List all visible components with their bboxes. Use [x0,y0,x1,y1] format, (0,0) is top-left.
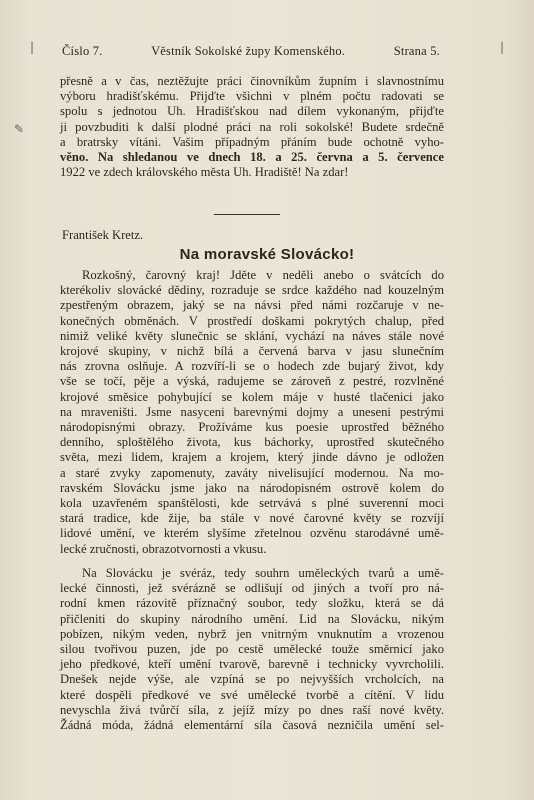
text-line: ji povzbuditi k další plodné práci na roli sokolské! Budete srdečně [60,119,444,134]
text-line: vše se točí, pěje a výská, radujeme se zároveň z pestré, rozvlněné [60,374,444,389]
text-line: ravském Slovácku jsme jako na národopisném ostrově kolem do [60,480,444,495]
text-line: 1922 ve zdech královského města Uh. Hradiště! Na zdar! [60,165,349,180]
text-line: zpestřeným obrazem, jaký se na návsi před námi rozčaruje v ne- [60,298,444,313]
text-line: spolu s jednotou Uh. Hradišťskou nad dílem vykonaným, přijďte [60,104,444,119]
text-line: nevyschla živá tvůrčí síla, z jejíž mízy po dnes raší nové květy. [60,702,444,717]
text-line: kola uzavřeném spanštělosti, kde setrvává s plné suverenní moci [60,496,444,511]
text-line: národopisnými obrazy. Prožíváme kus poesie uprostřed běžného [60,420,444,435]
text-line: a staré zvyky zapomenuty, zaváty nivelisující modernou. Na mo- [60,465,444,480]
text-line: přičleniti do skupiny národního umění. Lid na Slovácku, nikým [60,611,444,626]
page-number: Strana 5. [393,44,440,58]
text-line: nás zrovna oslňuje. A rozvíří-li se o hodech zde bujarý život, kdy [60,359,444,374]
text-line: Žádná móda, žádná elementární síla časová nezničila umění sel- [60,718,444,733]
text-line: Na Slovácku je svéráz, tedy souhrn uměleckých tvarů a umě- [82,566,444,580]
text-line: rodní kmen rázovitě příznačný soubor, tedy složku, která se dá [60,596,444,611]
text-line: lidové umění, ve kterém slyšíme zřetelnou ozvěnu starodávné umě- [60,526,444,541]
text-line: světa, mezi lidem, krajem a krojem, který jinde dávno je odložen [60,450,444,465]
issue-number: Číslo 7. [62,44,103,58]
text-line: Rozkošný, čarovný kraj! Jděte v neděli anebo o svátcích do [82,268,444,282]
article-title: Na moravské Slovácko! [179,246,355,263]
text-line: na mraveništi. Jsme nasyceni barevnými dojmy a uneseni pestrými [60,404,444,419]
page-header [62,44,440,59]
text-line: a bratrsky vítáni. Vašim případným přáním bude ochotně vyho- [60,134,444,149]
text-line: silou tvořivou puzen, jde po cestě umělecké touže směrnicí jako [60,642,444,657]
text-line: konečných obměnách. V prostředí doškami pokrytých chalup, před [60,313,444,328]
text-line: stará tradice, kde žije, ba stále v nové čarovné květy se rozvíjí [60,511,444,526]
text-line: jeho předkové, kteří umění tvarově, barevně i technicky vyvrcholili. [60,657,444,672]
text-line: kterékoliv slovácké dědiny, rozraduje se srdce každého nad kouzelným [60,283,444,298]
margin-mark: ✎ [14,122,25,136]
margin-mark: | [30,40,35,54]
text-line: pobízen, nikým veden, nybrž jen vnitrným vnuknutím a vrozenou [60,626,444,641]
text-line: lecké činnosti, jež svérázně se odlišují od jiných a tvoří pro ná- [60,581,444,596]
text-line: věno. Na shledanou ve dnech 18. a 25. června a 5. července [60,150,444,165]
text-line: výboru hradišťskému. Přijďte všichni v plném počtu radovati se [60,89,444,104]
text-line: lecké zručnosti, obrazotvornosti a vkusu. [60,541,267,556]
text-line: krojové skupiny, v nichž bílá a červená barva v jasu slunečním [60,344,444,359]
article-paragraph-1 [60,268,444,557]
article-author: František Kretz. [62,228,144,242]
text-line: přesně a v čas, neztěžujte práci činovníkům župním i slavnostnímu [60,74,444,88]
text-line: nimiž veliké květy slunečnic se sklání, vychází na náves stále nové [60,328,444,343]
intro-paragraph [60,74,444,180]
margin-mark: | [500,40,505,54]
article-paragraph-2 [60,566,444,733]
text-line: krojové směsice pohybující se kolem máje v husté tlačenici jako [60,389,444,404]
text-line: denního, sploštělého života, kus báchorky, uprostřed skutečného [60,435,444,450]
text-line: které dospěli předkové ve své umělecké tvorbě a cítění. V lidu [60,687,444,702]
journal-title: Věstník Sokolské župy Komenského. [151,44,346,58]
section-divider [214,214,280,215]
text-line: Dnešek nejde výše, ale vzpíná se po nejvyšších vrcholcích, na [60,672,444,687]
